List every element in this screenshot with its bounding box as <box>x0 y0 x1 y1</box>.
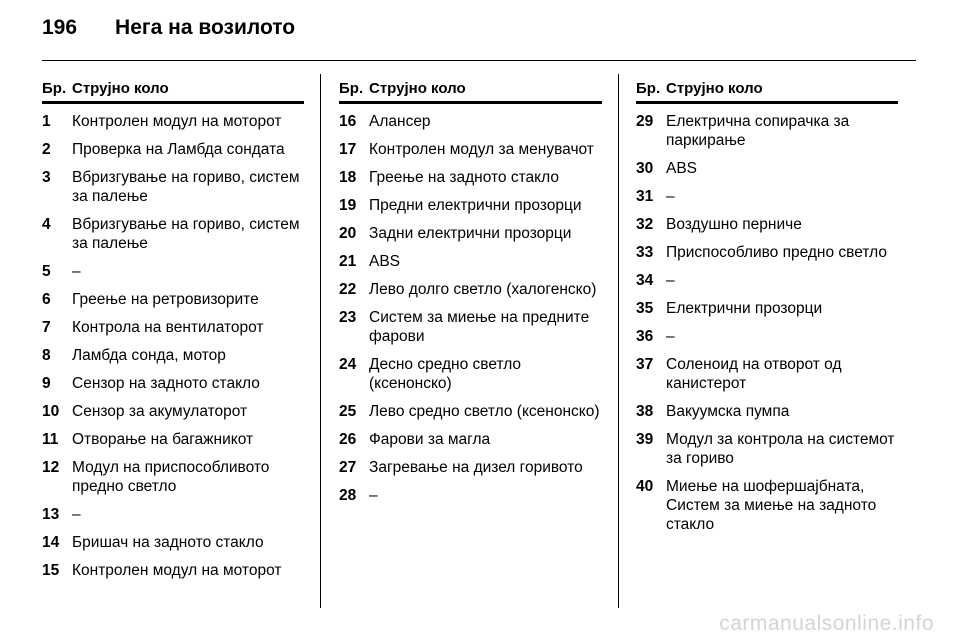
column-header-label: Струјно коло <box>72 80 169 97</box>
fuse-description: Десно средно светло (ксенонско) <box>369 356 522 392</box>
fuse-row <box>42 140 304 168</box>
fuse-description: Воздушно перниче <box>666 216 802 233</box>
fuse-number: 26 <box>339 431 357 448</box>
fuse-description: – <box>369 487 378 504</box>
fuse-row <box>42 458 304 505</box>
fuse-row <box>636 112 898 159</box>
fuse-row <box>42 430 304 458</box>
fuse-description: Вакуумска пумпа <box>666 403 790 420</box>
header-rule <box>42 60 916 61</box>
column-header-rule <box>339 101 602 104</box>
fuse-number: 21 <box>339 253 357 270</box>
fuse-row <box>339 196 602 224</box>
fuse-row <box>42 505 304 533</box>
fuse-description: Проверка на Ламбда сондата <box>72 141 285 158</box>
fuse-list <box>636 112 898 533</box>
fuse-description: Сензор на задното стакло <box>72 375 260 392</box>
fuse-row <box>339 430 602 458</box>
fuse-number: 25 <box>339 403 357 420</box>
fuse-number: 12 <box>42 459 60 476</box>
fuse-list <box>42 112 304 589</box>
fuse-row <box>42 262 304 290</box>
fuse-row <box>42 346 304 374</box>
fuse-number: 16 <box>339 113 357 130</box>
fuse-row <box>42 533 304 561</box>
fuse-description: Вбризгување на гориво, систем за палење <box>72 169 300 205</box>
fuse-number: 24 <box>339 356 357 373</box>
fuse-description: Електрични прозорци <box>666 300 823 317</box>
column-header-rule <box>42 101 304 104</box>
fuse-number: 13 <box>42 506 60 523</box>
fuse-number: 23 <box>339 309 357 326</box>
fuse-number: 9 <box>42 375 51 392</box>
column-divider <box>618 74 619 608</box>
fuse-description: Сензор за акумулаторот <box>72 403 248 420</box>
fuse-row <box>339 280 602 308</box>
fuse-number: 11 <box>42 431 59 448</box>
fuse-row <box>42 318 304 346</box>
fuse-row <box>636 477 898 533</box>
fuse-row <box>42 168 304 215</box>
column-header <box>42 80 304 99</box>
fuse-number: 10 <box>42 403 60 420</box>
fuse-description: Модул на приспособливото предно светло <box>72 459 270 495</box>
column-header-label: Струјно коло <box>666 80 763 97</box>
fuse-number: 18 <box>339 169 357 186</box>
fuse-number: 29 <box>636 113 654 130</box>
page-title: Нега на возилото <box>115 16 296 39</box>
fuse-number: 38 <box>636 403 654 420</box>
fuse-row <box>636 215 898 243</box>
fuse-number: 8 <box>42 347 51 364</box>
fuse-row <box>636 299 898 327</box>
page-header <box>42 16 295 40</box>
fuse-description: – <box>72 263 81 280</box>
fuse-number: 34 <box>636 272 654 289</box>
fuse-number: 2 <box>42 141 51 158</box>
fuse-description: Бришач на задното стакло <box>72 534 264 551</box>
fuse-row <box>339 168 602 196</box>
fuse-row <box>636 187 898 215</box>
fuse-description: Предни електрични прозорци <box>369 197 582 214</box>
fuse-description: – <box>666 272 675 289</box>
fuse-description: Задни електрични прозорци <box>369 225 572 242</box>
fuse-description: Модул за контрола на системот за гориво <box>666 431 895 467</box>
fuse-row <box>42 215 304 262</box>
fuse-row <box>339 224 602 252</box>
fuse-description: – <box>666 188 675 205</box>
fuse-description: Приспособливо предно светло <box>666 244 887 261</box>
fuse-description: Греење на задното стакло <box>369 169 559 186</box>
column-header-number: Бр. <box>42 80 67 97</box>
fuse-number: 15 <box>42 562 60 579</box>
column-header-rule <box>636 101 898 104</box>
fuse-row <box>339 308 602 355</box>
fuse-description: Фарови за магла <box>369 431 491 448</box>
fuse-row <box>42 374 304 402</box>
fuse-number: 20 <box>339 225 357 242</box>
fuse-number: 30 <box>636 160 654 177</box>
fuse-description: Ламбда сонда, мотор <box>72 347 226 364</box>
fuse-row <box>636 355 898 402</box>
column-header-number: Бр. <box>636 80 661 97</box>
fuse-description: Контролен модул на моторот <box>72 562 282 579</box>
fuse-number: 37 <box>636 356 654 373</box>
fuse-description: ABS <box>666 160 698 177</box>
fuse-number: 31 <box>636 188 654 205</box>
column-header <box>636 80 898 99</box>
column-header-number: Бр. <box>339 80 364 97</box>
fuse-description: Лево долго светло (халогенско) <box>369 281 597 298</box>
fuse-row <box>339 402 602 430</box>
fuse-row <box>636 159 898 187</box>
fuse-number: 36 <box>636 328 654 345</box>
fuse-row <box>339 458 602 486</box>
fuse-description: Електрична сопирачка за паркирање <box>666 113 850 149</box>
fuse-description: Греење на ретровизорите <box>72 291 259 308</box>
fuse-row <box>42 402 304 430</box>
fuse-description: – <box>72 506 81 523</box>
fuse-row <box>339 355 602 402</box>
fuse-row <box>42 290 304 318</box>
fuse-description: – <box>666 328 675 345</box>
fuse-number: 6 <box>42 291 51 308</box>
fuse-list <box>339 112 602 514</box>
fuse-number: 7 <box>42 319 51 336</box>
fuse-row <box>42 112 304 140</box>
fuse-row <box>339 140 602 168</box>
fuse-description: Контролен модул на моторот <box>72 113 282 130</box>
fuse-number: 1 <box>42 113 51 130</box>
fuse-description: Систем за миење на предните фарови <box>369 309 590 345</box>
column-header <box>339 80 602 99</box>
fuse-column-1 <box>42 80 304 589</box>
fuse-number: 39 <box>636 431 654 448</box>
fuse-number: 35 <box>636 300 654 317</box>
fuse-number: 33 <box>636 244 654 261</box>
fuse-row <box>636 271 898 299</box>
column-header-label: Струјно коло <box>369 80 466 97</box>
fuse-number: 28 <box>339 487 357 504</box>
fuse-row <box>339 486 602 514</box>
fuse-description: Вбризгување на гориво, систем за палење <box>72 216 300 252</box>
fuse-description: Контрола на вентилаторот <box>72 319 264 336</box>
column-divider <box>320 74 321 608</box>
fuse-number: 32 <box>636 216 654 233</box>
fuse-row <box>636 402 898 430</box>
fuse-row <box>339 252 602 280</box>
fuse-number: 17 <box>339 141 357 158</box>
fuse-number: 4 <box>42 216 51 233</box>
fuse-row <box>339 112 602 140</box>
fuse-description: Отворање на багажникот <box>72 431 254 448</box>
fuse-number: 5 <box>42 263 51 280</box>
fuse-description: Соленоид на отворот од канистерот <box>666 356 842 392</box>
fuse-description: ABS <box>369 253 401 270</box>
fuse-description: Контролен модул за менувачот <box>369 141 594 158</box>
fuse-description: Алансер <box>369 113 431 130</box>
fuse-number: 27 <box>339 459 357 476</box>
fuse-column-3 <box>636 80 898 533</box>
fuse-number: 3 <box>42 169 51 186</box>
fuse-number: 22 <box>339 281 357 298</box>
fuse-number: 14 <box>42 534 60 551</box>
fuse-description: Загревање на дизел горивото <box>369 459 583 476</box>
watermark: carmanualsonline.info <box>719 612 934 635</box>
fuse-number: 19 <box>339 197 357 214</box>
page-number: 196 <box>42 16 78 39</box>
fuse-row <box>636 243 898 271</box>
fuse-row <box>636 327 898 355</box>
fuse-row <box>636 430 898 477</box>
fuse-row <box>42 561 304 589</box>
fuse-description: Миење на шофершајбната, Систем за миење на задното стакло <box>666 478 877 533</box>
fuse-description: Лево средно светло (ксенонско) <box>369 403 600 420</box>
fuse-column-2 <box>339 80 602 514</box>
fuse-number: 40 <box>636 478 654 495</box>
